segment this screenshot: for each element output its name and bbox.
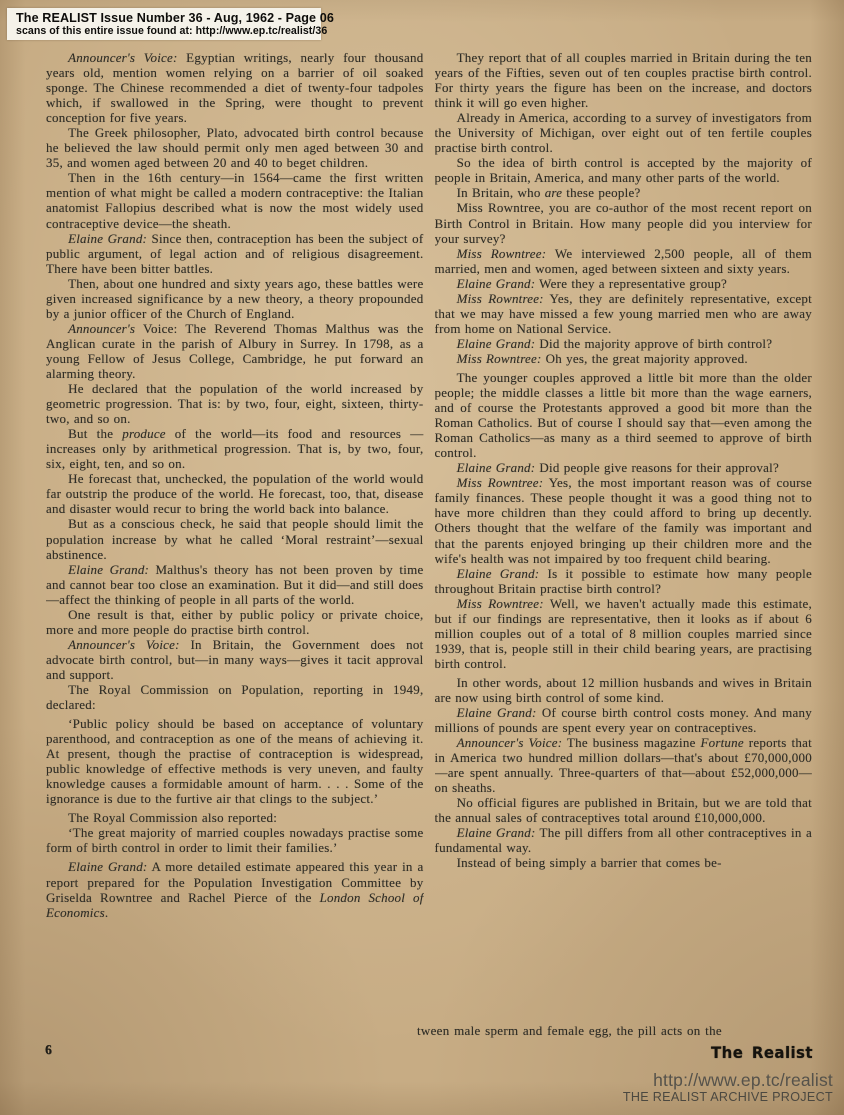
paragraph: But the produce of the world—its food and resources —increases only by arithmetical progression. That is, by two, four, six, eight, ten, and so on. [46, 426, 424, 472]
paragraph: Miss Rowntree: Well, we haven't actually made this estimate, but if our findings are representative, then it looks as if about 6 million couples out of a total of 8 million couples married since 1939, that is, people still in their child bearing years, are practising birth control. [434, 595, 812, 671]
paragraph: Elaine Grand: Is it possible to estimate how many people throughout Britain practise birth control? [434, 565, 812, 596]
paragraph: The Royal Commission also reported: [68, 810, 278, 826]
paragraph: Instead of being simply a barrier that comes be- [456, 855, 722, 871]
paragraph: Miss Rowntree, you are co-author of the most recent report on Birth Control in Britain. How many people did you interview for your survey? [434, 200, 812, 246]
paragraph: Then in the 16th century—in 1564—came the first written mention of what might be called a modern contraceptive: the Italian anatomist Fallopius described what is now the most widely used contraceptive device—the sheath. [46, 170, 424, 231]
paragraph: Miss Rowntree: Oh yes, the great majority approved. [456, 350, 748, 366]
paragraph: So the idea of birth control is accepted by the majority of people in Britain, America, and many other parts of the world. [434, 155, 812, 186]
archive-footer [623, 1070, 833, 1104]
paragraph: Elaine Grand: Did people give reasons for their approval? [456, 460, 779, 476]
paragraph: Announcer's Voice: Egyptian writings, nearly four thousand years old, mention women relying on a barrier of oil soaked sponge. The Chinese recommended a diet of twenty-four tadpoles which, if swallowed in the Spring, were thought to prevent conception for five years. [46, 50, 424, 126]
paragraph: Elaine Grand: Since then, contraception has been the subject of public argument, of legal action and of religious disagreement. There have been bitter battles. [46, 230, 424, 276]
paragraph: Elaine Grand: Did the majority approve of birth control? [456, 335, 773, 351]
scan-source-note: scans of this entire issue found at: http://www.ep.tc/realist/36 [16, 25, 328, 37]
archive-project-name: THE REALIST ARCHIVE PROJECT [622, 1090, 833, 1104]
paragraph: ‘Public policy should be based on acceptance of voluntary parenthood, and contraception as one of the means of achieving it. At present, though the practise of contraception is widespread, public knowledge of effective methods is very uneven, and faulty knowledge causes a formidable amount of harm. . . . Some of the ignorance is due to the furtive air that clings to the subject.’ [46, 716, 424, 807]
article-columns [46, 50, 812, 1040]
paragraph: In other words, about 12 million husbands and wives in Britain are now using birth control of some kind. [434, 674, 812, 705]
page-number: 6 [45, 1042, 52, 1057]
paragraph: Then, about one hundred and sixty years ago, these battles were given increased significance by a new theory, a theory propounded by a junior officer of the Church of England. [46, 275, 424, 321]
column-left [46, 50, 424, 1040]
paragraph: But as a conscious check, he said that people should limit the population increase by what he called ‘Moral restraint’—sexual abstinence. [46, 516, 424, 562]
paragraph: Announcer's Voice: The business magazine Fortune reports that in America two hundred million dollars—that's about £70,000,000—are spent annually. Three-quarters of that—about £52,000,000—on sheaths. [434, 735, 812, 796]
magazine-logo: The Realist [711, 1043, 813, 1063]
paragraph: He declared that the population of the world increased by geometric progression. That is: by two, four, eight, sixteen, thirty-two, and so on. [46, 381, 424, 427]
paragraph: They report that of all couples married in Britain during the ten years of the Fifties, seven out of ten couples practise birth control. For thirty years the figure has been on the increase, and doctors think it will go even higher. [434, 50, 812, 111]
paragraph: Miss Rowntree: Yes, they are definitely representative, except that we may have missed a few young married men who are away from home on National Service. [434, 290, 812, 336]
paragraph: Elaine Grand: The pill differs from all other contraceptives in a fundamental way. [434, 825, 812, 856]
paragraph: Already in America, according to a survey of investigators from the University of Michigan, over eight out of ten fertile couples practise birth control. [434, 110, 812, 156]
scan-header-label [7, 8, 334, 40]
paragraph: One result is that, either by public policy or private choice, more and more people do practise birth control. [46, 606, 424, 637]
paragraph: ‘The great majority of married couples nowadays practise some form of birth control in order to limit their families.’ [46, 825, 424, 856]
archive-url: http://www.ep.tc/realist [653, 1070, 833, 1090]
paragraph: Elaine Grand: Were they a representative group? [456, 275, 728, 291]
paragraph: Announcer's Voice: In Britain, the Government does not advocate birth control, but—in many ways—gives it tacit approval and support. [46, 636, 424, 682]
paragraph: In Britain, who are these people? [456, 185, 641, 201]
paragraph: The Royal Commission on Population, reporting in 1949, declared: [46, 681, 424, 713]
column-right [435, 50, 813, 1040]
paragraph: Announcer's Voice: The Reverend Thomas Malthus was the Anglican curate in the parish of Albury in Surrey. In 1798, as a young Fellow of Jesus College, Cambridge, he put forward an alarming theory. [46, 320, 424, 381]
paragraph: Elaine Grand: A more detailed estimate appeared this year in a report prepared for the Population Investigation Committee by Griselda Rowntree and Rachel Pierce of the London School of Economics. [46, 859, 424, 920]
paragraph: Elaine Grand: Of course birth control costs money. And many millions of pounds are spent every year on contraceptives. [434, 705, 812, 736]
paragraph: He forecast that, unchecked, the population of the world would far outstrip the produce of the world. He forecast, too, that, disease and disaster would recur to bring the world back into balance. [46, 471, 424, 517]
paragraph: The younger couples approved a little bit more than the older people; the middle classes a little bit more than the wage earners, and of course the Protestants approved a good bit more than the Roman Catholics. But of course I should say that—even among the Roman Catholics—as many as a third seemed to approve of birth control. [434, 369, 812, 461]
continuation-line: tween male sperm and female egg, the pill acts on the [417, 1023, 722, 1038]
paragraph: Miss Rowntree: Yes, the most important reason was of course family finances. These people thought it was a good thing not to have more children than they could afford to bring up decently. Others thought that the welfare of the family was important and that the parents enjoyed bringing up their children more and the wife's health was not impaired by too frequent child bearing. [434, 475, 812, 566]
paragraph: Miss Rowntree: We interviewed 2,500 people, all of them married, men and women, aged between sixteen and sixty years. [434, 245, 812, 276]
paragraph: Elaine Grand: Malthus's theory has not been proven by time and cannot bear too close an examination. But it did—and still does—affect the thinking of people in all parts of the world. [46, 561, 424, 607]
paragraph: No official figures are published in Britain, but we are told that the annual sales of contraceptives total around £10,000,000. [434, 795, 812, 826]
paragraph: The Greek philosopher, Plato, advocated birth control because he believed the law should permit only men aged between 30 and 35, and women aged between 20 and 40 to beget children. [46, 125, 424, 171]
issue-title: The REALIST Issue Number 36 - Aug, 1962 - Page 06 [16, 11, 334, 25]
